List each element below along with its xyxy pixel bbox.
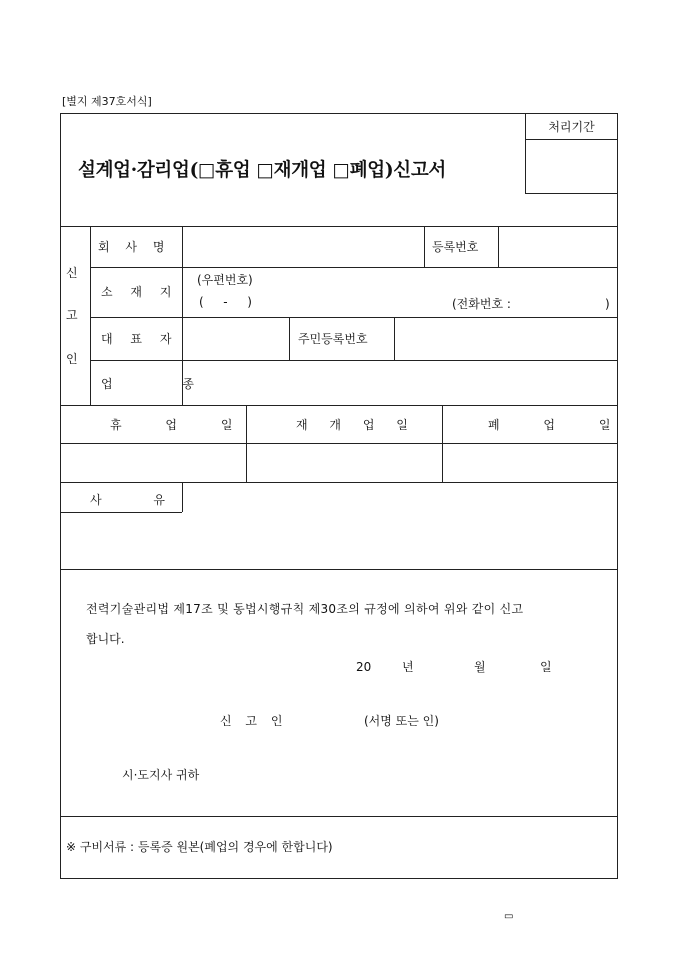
date-day-label: 일 [540, 660, 552, 674]
signature-label: (서명 또는 인) [364, 714, 439, 728]
form-title: 설계업·감리업(□휴업 □재개업 □폐업)신고서 [78, 160, 447, 181]
closure-date-label: 폐 업 일 [488, 418, 631, 432]
registration-number-label: 등록번호 [432, 240, 479, 254]
representative-cell-end [289, 317, 290, 360]
processing-box-divider [525, 139, 618, 140]
declaration-line-2: 합니다. [86, 632, 125, 646]
resumption-date-label: 재 개 업 일 [296, 418, 417, 432]
dates-section-bottom [60, 482, 618, 483]
representative-label: 대 표 자 [101, 332, 179, 346]
resident-number-label: 주민등록번호 [298, 332, 368, 346]
row-divider-representative [90, 360, 618, 361]
processing-box-bottom [525, 193, 618, 194]
dates-column-divider-1 [246, 405, 247, 482]
page-mark: ▭ [504, 911, 514, 922]
business-type-label: 업 종 [101, 377, 227, 391]
applicant-section-bottom [60, 405, 618, 406]
row-divider-company [90, 267, 618, 268]
registration-label-cell-end [498, 226, 499, 267]
resident-label-cell-end [394, 317, 395, 360]
company-name-cell-end [424, 226, 425, 267]
phone-label: (전화번호 : [452, 297, 511, 311]
addressee: 시·도지사 귀하 [122, 768, 200, 782]
date-month-label: 월 [474, 660, 486, 674]
date-year-label: 년 [402, 660, 414, 674]
applicant-sign-label: 신 고 인 [220, 714, 288, 728]
postal-code-label: (우편번호) [197, 273, 253, 287]
applicant-section-top [60, 226, 618, 227]
suspension-date-label: 휴 업 일 [110, 418, 253, 432]
reason-section-bottom [60, 569, 618, 570]
dates-header-divider [60, 443, 618, 444]
processing-period-label: 처리기간 [548, 120, 595, 134]
attachments-divider [60, 816, 618, 817]
company-name-label: 회 사 명 [98, 240, 171, 254]
postal-code-format: ( - ) [199, 295, 256, 309]
reason-label-cell-bottom [60, 512, 182, 513]
date-year-prefix: 20 [356, 660, 372, 674]
applicant-side-label-1: 신 [66, 266, 78, 280]
attachments-note: ※ 구비서류 : 등록증 원본(폐업의 경우에 한합니다) [66, 840, 333, 854]
row-divider-address [90, 317, 618, 318]
form-number: [별지 제37호서식] [62, 95, 152, 108]
dates-column-divider-2 [442, 405, 443, 482]
address-label: 소 재 지 [101, 285, 179, 299]
phone-close: ) [605, 297, 610, 311]
applicant-side-divider [90, 226, 91, 405]
applicant-side-label-3: 인 [66, 352, 78, 366]
reason-label: 사 유 [90, 493, 189, 507]
declaration-line-1: 전력기술관리법 제17조 및 동법시행규칙 제30조의 규정에 의하여 위와 같이 신고 [86, 602, 524, 616]
applicant-side-label-2: 고 [66, 308, 78, 322]
